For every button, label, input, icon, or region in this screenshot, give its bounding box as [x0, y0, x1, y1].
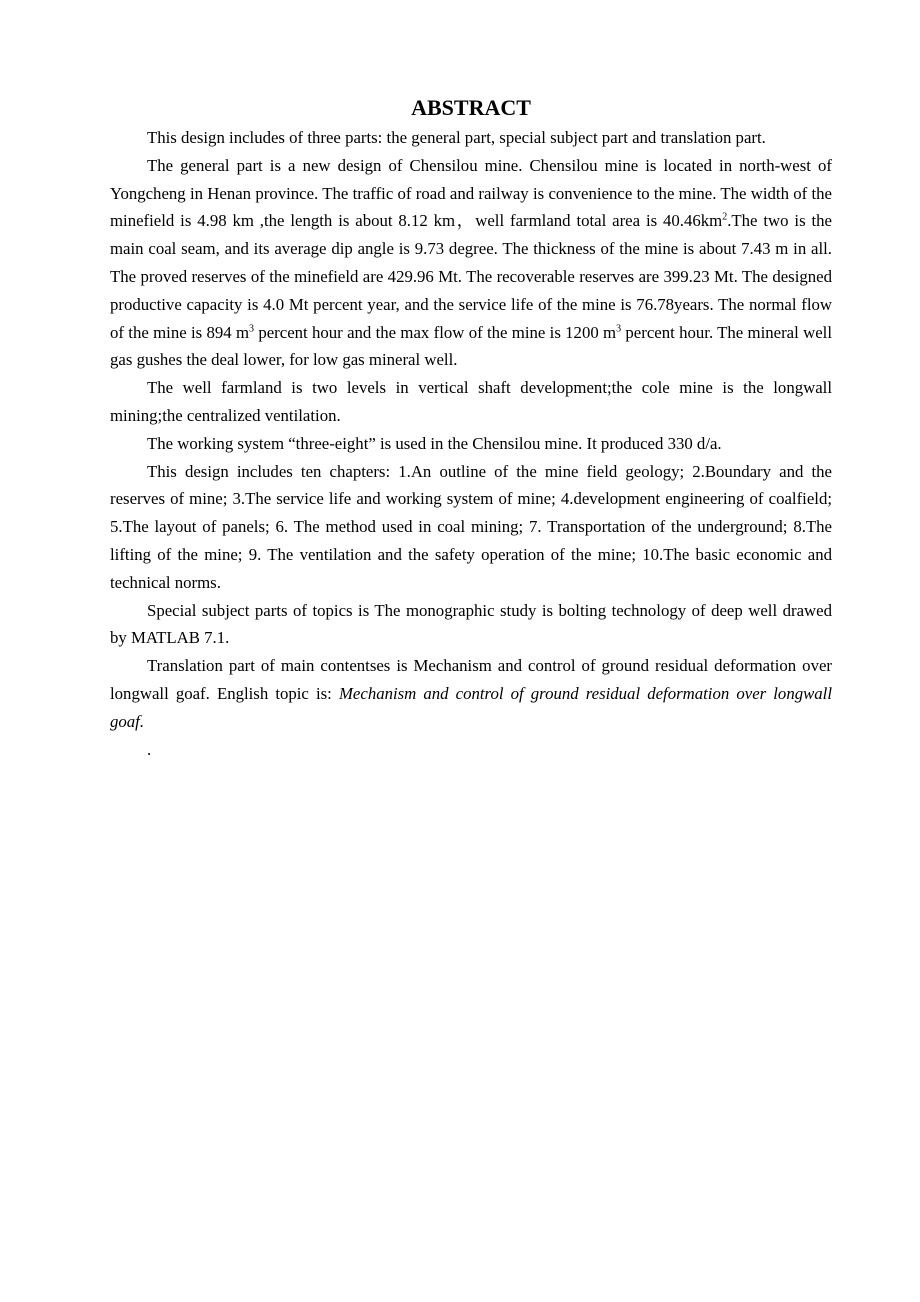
superscript-flow-unit-normal: 3 [249, 322, 255, 334]
document-page [110, 93, 832, 763]
superscript-flow-unit-max: 3 [616, 322, 622, 334]
paragraph-translation [110, 652, 832, 735]
abstract-title: ABSTRACT [411, 95, 531, 120]
translation-text: Translation part of main contentses is Mechanism and control of ground residual deformation over longwall goaf. English topic is: [110, 656, 832, 703]
general-part-text-a: The general part is a new design of Chensilou mine. Chensilou mine is located in north-west of Yongcheng in Henan province. The traffic of road and railway is convenience to the mine. The width of the minefield is 4.98 km ,the length is about 8.12 km，well farmland total area is 40.46km [110, 155, 832, 231]
paragraph-overview: This design includes of three parts: the general part, special subject part and translation part. [147, 128, 766, 147]
paragraph-special-subject: Special subject parts of topics is The monographic study is bolting technology of deep well drawed by MATLAB 7.1. [110, 600, 832, 648]
paragraph-trailing-dot: . [147, 739, 152, 759]
translation-topic-italic: Mechanism and control of ground residual deformation over longwall goaf. [110, 683, 833, 731]
paragraph-general-part [110, 152, 832, 374]
paragraph-chapters: This design includes ten chapters: 1.An outline of the mine field geology; 2.Boundary and the reserves of mine; 3.The service life and working system of mine; 4.development engineering of coalfield; 5.The layout of panels; 6. The method used in coal mining; 7. Transportation of the underground; 8.The lifting of the mine; 9. The ventilation and the safety operation of the mine; 10.The basic economic and technical norms. [110, 461, 832, 592]
paragraph-working-system: The working system “three-eight” is used in the Chensilou mine. It produced 330 d/a. [147, 433, 722, 453]
general-part-text-d: percent hour. The mineral well gas gushes the deal lower, for low gas mineral well. [110, 322, 832, 370]
general-part-text-b: .The two is the main coal seam, and its average dip angle is 9.73 degree. The thickness of the mine is about 7.43 m in all. The proved reserves of the minefield are 429.96 Mt. The recoverable reserves are 399.23 Mt. The designed productive capacity is 4.0 Mt percent year, and the service life of the mine is 76.78years. The normal flow of the mine is 894 m [110, 211, 832, 342]
paragraph-development: The well farmland is two levels in vertical shaft development;the cole mine is the longwall mining;the centralized ventilation. [110, 378, 832, 425]
superscript-area-unit: 2 [722, 211, 728, 223]
general-part-text-c: percent hour and the max flow of the mine is 1200 m [254, 322, 617, 342]
